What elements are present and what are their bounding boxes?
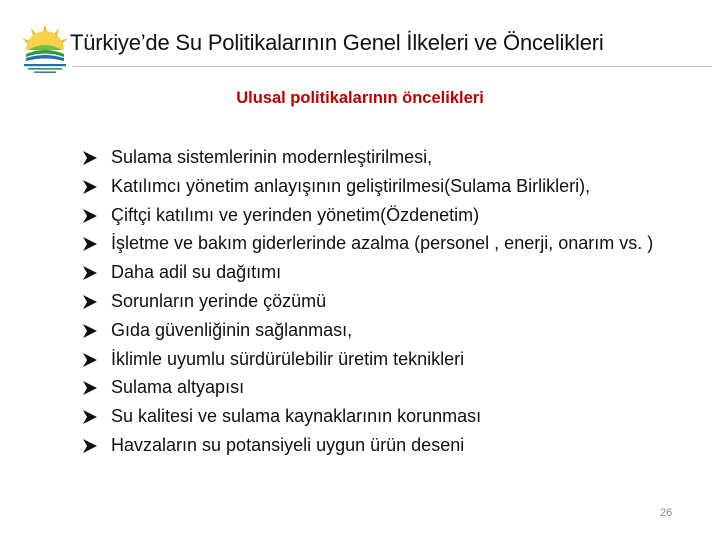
- arrow-check-icon: [82, 237, 98, 251]
- arrow-check-icon: [82, 353, 98, 367]
- list-item-text: Sorunların yerinde çözümü: [111, 290, 327, 311]
- arrow-check-icon: [82, 151, 98, 165]
- arrow-check-icon: [82, 439, 98, 453]
- list-item: [82, 373, 702, 402]
- list-item: [82, 431, 702, 460]
- list-item: [82, 143, 702, 172]
- list-item: [82, 201, 702, 230]
- list-item-text: Çiftçi katılımı ve yerinden yönetim(Özdenetim): [111, 204, 480, 225]
- list-item-text: İklimle uyumlu sürdürülebilir üretim teknikleri: [111, 348, 465, 369]
- list-item: [82, 345, 702, 374]
- title-divider: [72, 66, 712, 67]
- list-item: [82, 172, 702, 201]
- arrow-check-icon: [82, 180, 98, 194]
- arrow-check-icon: [82, 295, 98, 309]
- list-item: [82, 316, 702, 345]
- priority-list: [82, 143, 702, 460]
- list-item: [82, 258, 702, 287]
- arrow-check-icon: [82, 381, 98, 395]
- page-number: 26: [660, 507, 673, 519]
- list-item-text: Katılımcı yönetim anlayışının geliştirilmesi(Sulama Birlikleri),: [111, 175, 591, 196]
- list-item-text: Sulama sistemlerinin modernleştirilmesi,: [111, 147, 433, 167]
- list-item: [82, 402, 702, 431]
- list-item-text: İşletme ve bakım giderlerinde azalma (personel , enerji, onarım vs. ): [111, 233, 654, 254]
- arrow-check-icon: [82, 410, 98, 424]
- arrow-check-icon: [82, 266, 98, 280]
- list-item-text: Sulama altyapısı: [111, 377, 245, 398]
- list-item-text: Daha adil su dağıtımı: [111, 262, 282, 283]
- arrow-check-icon: [82, 209, 98, 223]
- ministry-logo-icon: [14, 16, 76, 78]
- slide-subtitle: Ulusal politikalarının öncelikleri: [236, 89, 484, 107]
- list-item-text: Su kalitesi ve sulama kaynaklarının korunması: [111, 406, 482, 427]
- list-item-text: Gıda güvenliğinin sağlanması,: [111, 319, 353, 340]
- list-item: [82, 229, 702, 258]
- arrow-check-icon: [82, 324, 98, 338]
- slide-title: Türkiye’de Su Politikalarının Genel İlkeleri ve Öncelikleri: [70, 30, 604, 55]
- list-item: [82, 287, 702, 316]
- list-item-text: Havzaların su potansiyeli uygun ürün deseni: [111, 434, 465, 455]
